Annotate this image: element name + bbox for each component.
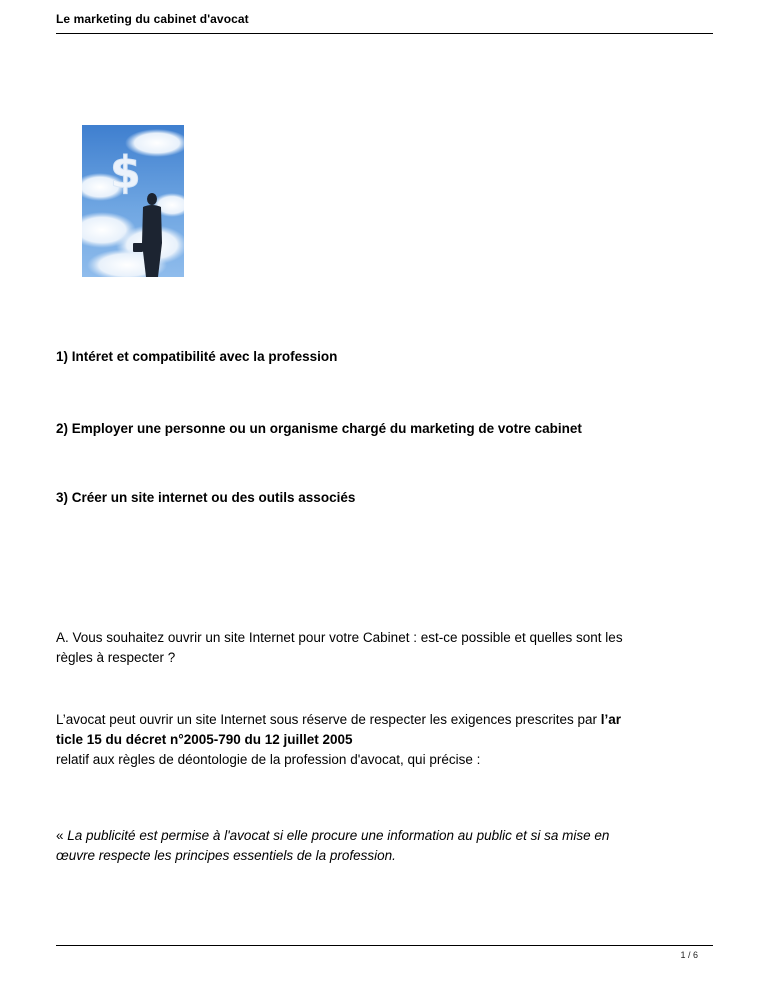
quote-line-2: œuvre respecte les principes essentiels de la profession.	[56, 848, 396, 863]
page-header-title: Le marketing du cabinet d'avocat	[56, 12, 249, 26]
article-after: relatif aux règles de déontologie de la profession d'avocat, qui précise :	[56, 752, 481, 767]
article-paragraph	[56, 710, 714, 770]
section-heading-3: 3) Créer un site internet ou des outils associés	[56, 490, 356, 505]
quote-paragraph	[56, 826, 714, 866]
quote-line-1: La publicité est permise à l'avocat si elle procure une information au public et si sa mise en	[67, 828, 610, 843]
question-line-1: A. Vous souhaitez ouvrir un site Internet pour votre Cabinet : est-ce possible et quelles sont les	[56, 630, 623, 645]
article-reference-end: ticle 15 du décret n°2005-790 du 12 juillet 2005	[56, 732, 353, 747]
article-reference-start: l’ar	[600, 712, 622, 727]
article-intro: L’avocat peut ouvrir un site Internet sous réserve de respecter les exigences prescrites par	[56, 712, 601, 727]
header-divider	[56, 33, 713, 34]
section-heading-1: 1) Intéret et compatibilité avec la profession	[56, 349, 338, 364]
dollar-cloud-businessman-image	[82, 125, 184, 277]
footer-divider	[56, 945, 713, 946]
section-heading-2: 2) Employer une personne ou un organisme chargé du marketing de votre cabinet	[56, 421, 582, 436]
question-line-2: règles à respecter ?	[56, 650, 176, 665]
page-number: 1 / 6	[680, 950, 698, 960]
quote-open-mark: «	[56, 828, 68, 843]
question-paragraph	[56, 628, 714, 668]
svg-text:$: $	[110, 147, 141, 198]
